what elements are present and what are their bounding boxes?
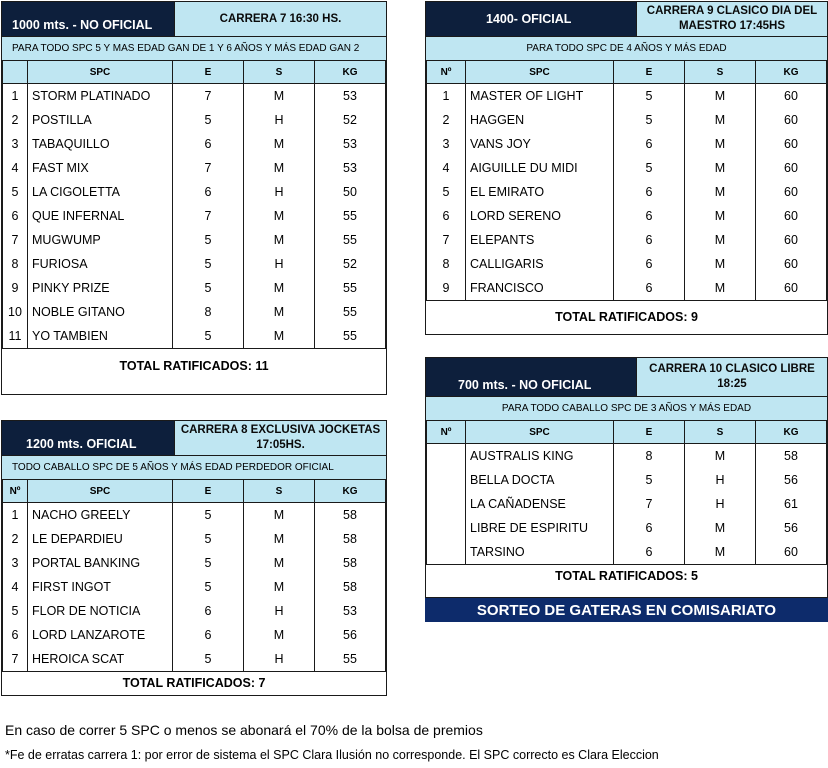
- horse-sex: M: [244, 623, 315, 647]
- horse-sex: M: [685, 540, 756, 564]
- horse-weight: 60: [756, 228, 827, 252]
- horse-age: 8: [614, 444, 685, 468]
- race-9-card: [425, 1, 828, 335]
- table-row: [3, 324, 386, 348]
- horse-name: BELLA DOCTA: [466, 468, 614, 492]
- table-row: [3, 503, 386, 527]
- horse-age: 6: [614, 540, 685, 564]
- horse-name: MUGWUMP: [28, 228, 173, 252]
- table-row: [3, 575, 386, 599]
- col-s-header: S: [685, 421, 756, 444]
- table-row: [427, 540, 827, 564]
- table-row: [3, 623, 386, 647]
- horse-name: MASTER OF LIGHT: [466, 84, 614, 108]
- horse-sex: M: [685, 156, 756, 180]
- entry-number: 10: [3, 300, 28, 324]
- entry-number: 6: [427, 204, 466, 228]
- horse-age: 6: [614, 180, 685, 204]
- table-row: [3, 551, 386, 575]
- horse-sex: M: [244, 324, 315, 348]
- horse-age: 6: [173, 180, 244, 204]
- col-number-header: Nº: [3, 480, 28, 503]
- race-header: [426, 2, 827, 36]
- horse-sex: M: [685, 84, 756, 108]
- errata-note: *Fe de erratas carrera 1: por error de sistema el SPC Clara Ilusión no corresponde. El SPC correcto es Clara Eleccion: [5, 748, 659, 762]
- horse-sex: H: [244, 599, 315, 623]
- col-number-header: [3, 61, 28, 84]
- col-e-header: E: [614, 61, 685, 84]
- race-header: [426, 358, 827, 396]
- table-row: [427, 276, 827, 300]
- horse-age: 6: [614, 252, 685, 276]
- horse-sex: H: [244, 647, 315, 671]
- table-row: [427, 492, 827, 516]
- entry-number: 8: [3, 252, 28, 276]
- horse-age: 5: [614, 84, 685, 108]
- entry-number: 11: [3, 324, 28, 348]
- horse-weight: 60: [756, 132, 827, 156]
- table-row: [427, 252, 827, 276]
- entry-number: 3: [427, 132, 466, 156]
- horse-sex: M: [685, 204, 756, 228]
- table-row: [3, 228, 386, 252]
- horse-weight: 60: [756, 204, 827, 228]
- horse-weight: 56: [756, 516, 827, 540]
- horse-name: FURIOSA: [28, 252, 173, 276]
- col-number-header: Nº: [427, 421, 466, 444]
- horse-name: ELEPANTS: [466, 228, 614, 252]
- table-row: [427, 468, 827, 492]
- col-e-header: E: [173, 480, 244, 503]
- draw-banner: SORTEO DE GATERAS EN COMISARIATO: [425, 598, 828, 622]
- table-row: [427, 108, 827, 132]
- horse-weight: 56: [756, 468, 827, 492]
- race-condition: PARA TODO CABALLO SPC DE 3 AÑOS Y MÁS EDAD: [426, 396, 827, 420]
- race-header: [2, 2, 386, 36]
- horse-age: 7: [173, 84, 244, 108]
- total-ratified: TOTAL RATIFICADOS: 7: [2, 671, 386, 695]
- race-10-card: [425, 357, 828, 598]
- horse-name: TABAQUILLO: [28, 132, 173, 156]
- horse-sex: M: [685, 132, 756, 156]
- entry-number: 4: [3, 575, 28, 599]
- horse-sex: M: [685, 444, 756, 468]
- horse-sex: M: [685, 228, 756, 252]
- horse-sex: M: [244, 575, 315, 599]
- horse-name: HEROICA SCAT: [28, 647, 173, 671]
- entry-number: 5: [3, 180, 28, 204]
- horse-name: YO TAMBIEN: [28, 324, 173, 348]
- horse-weight: 53: [315, 132, 386, 156]
- entry-number: 4: [3, 156, 28, 180]
- entry-number: 6: [3, 204, 28, 228]
- horse-name: AUSTRALIS KING: [466, 444, 614, 468]
- horse-sex: M: [244, 228, 315, 252]
- entry-number: 2: [3, 527, 28, 551]
- horse-sex: M: [244, 527, 315, 551]
- horse-weight: 53: [315, 84, 386, 108]
- entry-number: [427, 540, 466, 564]
- horse-name: LORD SERENO: [466, 204, 614, 228]
- entries-table: [2, 60, 386, 348]
- entry-number: 7: [427, 228, 466, 252]
- horse-weight: 52: [315, 252, 386, 276]
- race-title: CARRERA 8 EXCLUSIVA JOCKETAS 17:05HS.: [174, 421, 386, 455]
- horse-sex: H: [244, 252, 315, 276]
- horse-sex: M: [685, 252, 756, 276]
- horse-age: 7: [173, 204, 244, 228]
- col-number-header: Nº: [427, 61, 466, 84]
- table-row: [427, 228, 827, 252]
- table-row: [3, 156, 386, 180]
- horse-sex: M: [685, 180, 756, 204]
- horse-sex: M: [685, 108, 756, 132]
- entry-number: 4: [427, 156, 466, 180]
- horse-weight: 60: [756, 252, 827, 276]
- horse-age: 5: [614, 468, 685, 492]
- table-row: [427, 204, 827, 228]
- race-title: CARRERA 10 CLASICO LIBRE 18:25: [636, 358, 827, 396]
- table-row: [3, 527, 386, 551]
- horse-name: QUE INFERNAL: [28, 204, 173, 228]
- horse-age: 6: [173, 599, 244, 623]
- horse-weight: 55: [315, 228, 386, 252]
- table-row: [427, 180, 827, 204]
- entry-number: 6: [3, 623, 28, 647]
- horse-age: 5: [173, 276, 244, 300]
- entry-number: 8: [427, 252, 466, 276]
- horse-age: 5: [173, 575, 244, 599]
- table-row: [3, 180, 386, 204]
- horse-age: 6: [614, 276, 685, 300]
- horse-age: 6: [614, 204, 685, 228]
- entry-number: 7: [3, 647, 28, 671]
- horse-weight: 56: [315, 623, 386, 647]
- horse-weight: 53: [315, 599, 386, 623]
- table-row: [3, 108, 386, 132]
- horse-name: LE DEPARDIEU: [28, 527, 173, 551]
- table-row: [3, 252, 386, 276]
- horse-weight: 55: [315, 647, 386, 671]
- horse-name: PORTAL BANKING: [28, 551, 173, 575]
- race-title: CARRERA 9 CLASICO DIA DEL MAESTRO 17:45HS: [636, 2, 827, 36]
- horse-age: 6: [614, 228, 685, 252]
- horse-weight: 60: [756, 156, 827, 180]
- col-spc-header: SPC: [28, 480, 173, 503]
- horse-age: 5: [173, 647, 244, 671]
- horse-name: POSTILLA: [28, 108, 173, 132]
- col-s-header: S: [244, 480, 315, 503]
- horse-weight: 55: [315, 324, 386, 348]
- horse-sex: M: [244, 276, 315, 300]
- entry-number: [427, 468, 466, 492]
- horse-sex: M: [685, 276, 756, 300]
- horse-weight: 60: [756, 108, 827, 132]
- col-spc-header: SPC: [466, 61, 614, 84]
- horse-weight: 55: [315, 300, 386, 324]
- entry-number: 3: [3, 551, 28, 575]
- horse-age: 5: [614, 156, 685, 180]
- horse-weight: 58: [756, 444, 827, 468]
- horse-age: 5: [173, 228, 244, 252]
- table-row: [3, 132, 386, 156]
- horse-weight: 52: [315, 108, 386, 132]
- table-row: [427, 84, 827, 108]
- horse-name: FIRST INGOT: [28, 575, 173, 599]
- horse-sex: M: [244, 132, 315, 156]
- horse-name: LA CAÑADENSE: [466, 492, 614, 516]
- horse-name: LA CIGOLETTA: [28, 180, 173, 204]
- horse-weight: 53: [315, 156, 386, 180]
- table-row: [427, 132, 827, 156]
- table-row: [427, 516, 827, 540]
- table-row: [3, 276, 386, 300]
- horse-weight: 55: [315, 204, 386, 228]
- entry-number: 3: [3, 132, 28, 156]
- col-kg-header: KG: [315, 480, 386, 503]
- horse-age: 8: [173, 300, 244, 324]
- race-distance: 1400- OFICIAL: [426, 2, 636, 36]
- horse-weight: 58: [315, 575, 386, 599]
- horse-name: STORM PLATINADO: [28, 84, 173, 108]
- col-s-header: S: [244, 61, 315, 84]
- table-row: [427, 156, 827, 180]
- horse-age: 6: [614, 516, 685, 540]
- entries-table: [426, 420, 827, 564]
- horse-sex: M: [244, 300, 315, 324]
- horse-weight: 60: [756, 84, 827, 108]
- col-e-header: E: [614, 421, 685, 444]
- entry-number: 5: [3, 599, 28, 623]
- horse-name: NACHO GREELY: [28, 503, 173, 527]
- table-row: [3, 84, 386, 108]
- total-ratified: TOTAL RATIFICADOS: 9: [426, 300, 827, 334]
- horse-name: FRANCISCO: [466, 276, 614, 300]
- horse-sex: H: [685, 468, 756, 492]
- table-row: [3, 300, 386, 324]
- horse-name: CALLIGARIS: [466, 252, 614, 276]
- horse-sex: M: [244, 156, 315, 180]
- horse-age: 5: [173, 252, 244, 276]
- table-header-row: [3, 61, 386, 84]
- horse-weight: 58: [315, 551, 386, 575]
- entry-number: [427, 444, 466, 468]
- entry-number: 1: [427, 84, 466, 108]
- total-ratified: TOTAL RATIFICADOS: 11: [2, 348, 386, 384]
- horse-name: HAGGEN: [466, 108, 614, 132]
- horse-weight: 58: [315, 503, 386, 527]
- horse-weight: 60: [756, 180, 827, 204]
- table-header-row: [427, 421, 827, 444]
- horse-age: 6: [173, 623, 244, 647]
- table-header-row: [427, 61, 827, 84]
- entry-number: 9: [427, 276, 466, 300]
- horse-weight: 60: [756, 540, 827, 564]
- horse-age: 5: [173, 503, 244, 527]
- horse-sex: H: [244, 180, 315, 204]
- horse-name: FAST MIX: [28, 156, 173, 180]
- race-condition: PARA TODO SPC 5 Y MAS EDAD GAN DE 1 Y 6 AÑOS Y MÁS EDAD GAN 2: [2, 36, 386, 60]
- entry-number: 9: [3, 276, 28, 300]
- table-header-row: [3, 480, 386, 503]
- col-spc-header: SPC: [28, 61, 173, 84]
- horse-weight: 60: [756, 276, 827, 300]
- horse-age: 5: [614, 108, 685, 132]
- horse-name: TARSINO: [466, 540, 614, 564]
- entry-number: 2: [427, 108, 466, 132]
- horse-age: 6: [173, 132, 244, 156]
- col-s-header: S: [685, 61, 756, 84]
- total-ratified: TOTAL RATIFICADOS: 5: [426, 564, 827, 588]
- entry-number: 1: [3, 503, 28, 527]
- table-row: [3, 647, 386, 671]
- entry-number: 2: [3, 108, 28, 132]
- prize-note: En caso de correr 5 SPC o menos se abonará el 70% de la bolsa de premios: [5, 722, 483, 738]
- race-distance: 1200 mts. OFICIAL: [2, 421, 174, 455]
- horse-name: LORD LANZAROTE: [28, 623, 173, 647]
- col-e-header: E: [173, 61, 244, 84]
- horse-name: EL EMIRATO: [466, 180, 614, 204]
- horse-sex: H: [244, 108, 315, 132]
- horse-weight: 61: [756, 492, 827, 516]
- horse-age: 5: [173, 527, 244, 551]
- col-kg-header: KG: [756, 421, 827, 444]
- horse-name: LIBRE DE ESPIRITU: [466, 516, 614, 540]
- col-spc-header: SPC: [466, 421, 614, 444]
- horse-sex: M: [244, 503, 315, 527]
- horse-age: 5: [173, 108, 244, 132]
- entries-table: [426, 60, 827, 300]
- horse-name: VANS JOY: [466, 132, 614, 156]
- horse-age: 7: [173, 156, 244, 180]
- entry-number: 7: [3, 228, 28, 252]
- horse-name: NOBLE GITANO: [28, 300, 173, 324]
- table-row: [3, 599, 386, 623]
- table-row: [3, 204, 386, 228]
- race-distance: 700 mts. - NO OFICIAL: [426, 358, 636, 396]
- horse-weight: 55: [315, 276, 386, 300]
- horse-sex: M: [685, 516, 756, 540]
- col-kg-header: KG: [756, 61, 827, 84]
- entry-number: [427, 492, 466, 516]
- horse-weight: 50: [315, 180, 386, 204]
- horse-age: 6: [614, 132, 685, 156]
- horse-sex: M: [244, 84, 315, 108]
- table-row: [427, 444, 827, 468]
- race-condition: PARA TODO SPC DE 4 AÑOS Y MÁS EDAD: [426, 36, 827, 60]
- race-8-card: [1, 420, 387, 696]
- race-title: CARRERA 7 16:30 HS.: [174, 2, 386, 36]
- entry-number: [427, 516, 466, 540]
- col-kg-header: KG: [315, 61, 386, 84]
- horse-name: AIGUILLE DU MIDI: [466, 156, 614, 180]
- race-header: [2, 421, 386, 455]
- entry-number: 1: [3, 84, 28, 108]
- horse-name: FLOR DE NOTICIA: [28, 599, 173, 623]
- horse-age: 5: [173, 324, 244, 348]
- horse-sex: M: [244, 204, 315, 228]
- horse-age: 5: [173, 551, 244, 575]
- horse-age: 7: [614, 492, 685, 516]
- entries-table: [2, 479, 386, 671]
- horse-sex: M: [244, 551, 315, 575]
- entry-number: 5: [427, 180, 466, 204]
- horse-weight: 58: [315, 527, 386, 551]
- race-condition: TODO CABALLO SPC DE 5 AÑOS Y MÁS EDAD PERDEDOR OFICIAL: [2, 455, 386, 479]
- race-7-card: [1, 1, 387, 395]
- race-distance: 1000 mts. - NO OFICIAL: [2, 2, 174, 36]
- horse-name: PINKY PRIZE: [28, 276, 173, 300]
- horse-sex: H: [685, 492, 756, 516]
